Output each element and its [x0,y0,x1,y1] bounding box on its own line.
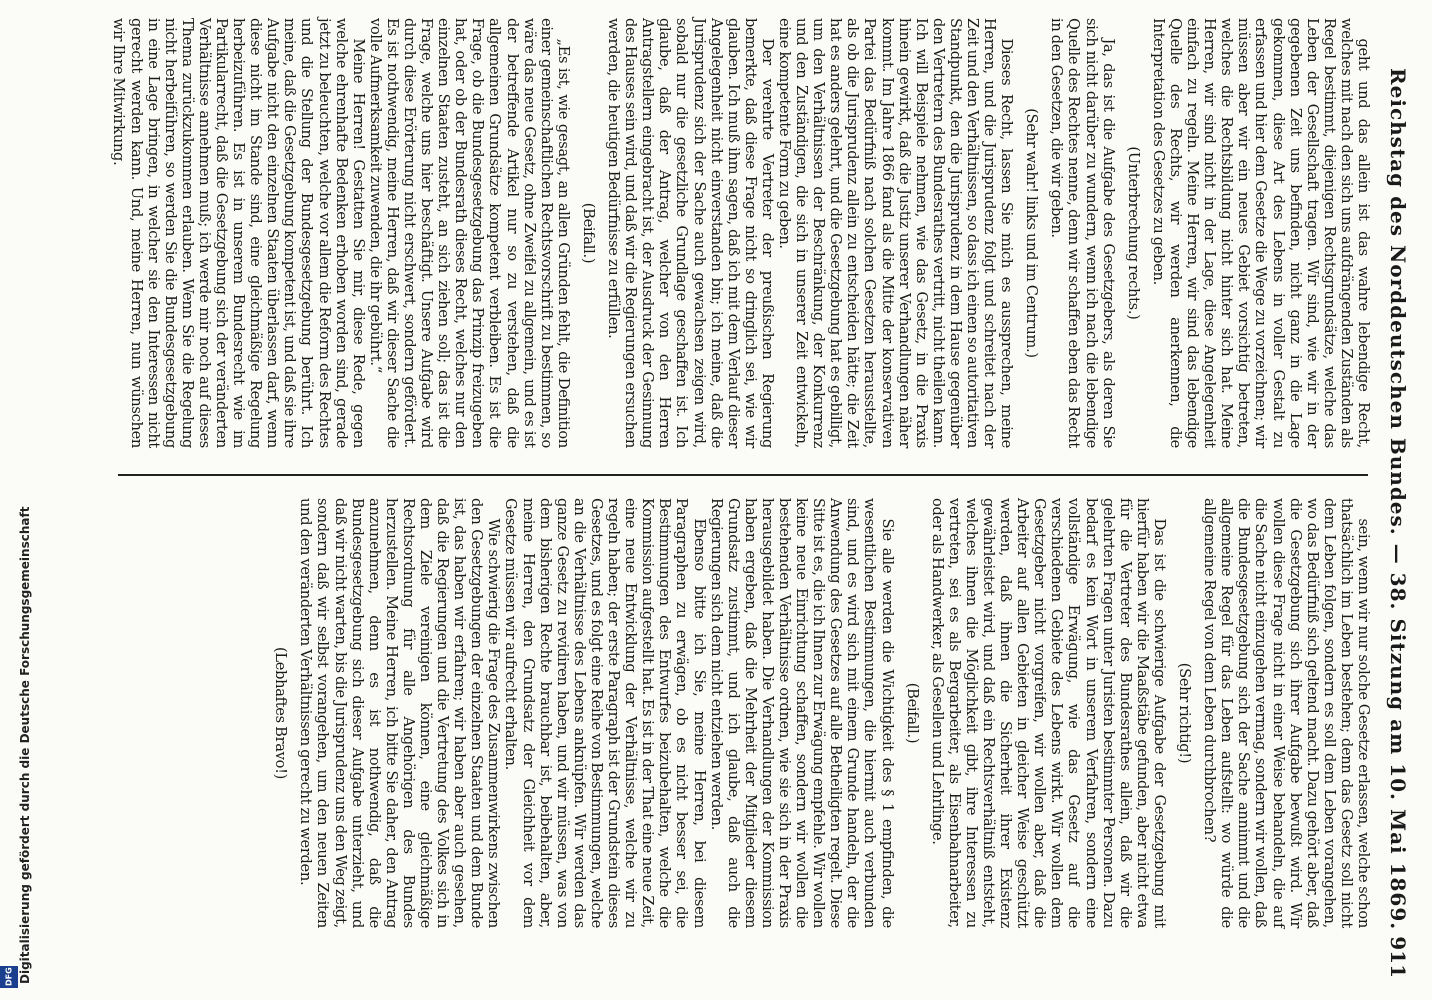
paragraph: Der verehrte Vertreter der preußischen Regierung bemerkte, daß diese Frage nicht so dringlich sei, wie wir glauben. Ich muß ihm sagen, daß ich mit dem Verlauf dieser Angelegenheit nicht einverstanden bin; ich meine, daß die Jurisprudenz sich der Sache auch gewachsen zeigen wird, sobald nur die gesetzliche Grundlage geschaffen ist. Ich glaube, daß der Antrag, welcher von den Herren Antragstellern eingebracht ist, der Ausdruck der Gesinnung des Hauses sein wird, und daß wir die Regierungen ersuchen werden, die heutigen Bedürfnisse zu erfüllen. [605,18,776,448]
dfg-logo-icon [0,966,18,988]
digitization-note: Digitalisierung gefördert durch die Deutsche Forschungsgemeinschaft [18,506,32,984]
column-divider [118,474,1368,476]
running-title: Reichstag des Norddeutschen Bundes. — 38. Sitzung am 10. Mai 1869. [1386,68,1410,931]
paragraph: Das ist die schwierige Aufgabe der Gesetzgebung mit hierfür haben wir die Maaßstäbe gefunden, aber nicht etwa für die Vertreter des Bundesrathes allein, daß wir die gelehrten Fragen unter Juristen bestimmter Personen. Dazu bedarf es kein Wort in unserem Verfahren, sondern eine vollständige Erwägung, wie das Gesetz auf die verschiedenen Gebiete des Lebens wirkt. Wir wollen dem Gesetzgeber nicht vorgreifen, wir wollen aber, daß die Arbeiter auf allen Gebieten in gleicher Weise geschützt werden, daß ihnen die Sicherheit ihrer Existenz gewährleistet wird, und daß ein Rechtsverhältniß entsteht, welches ihnen die Möglichkeit gibt, ihre Interessen zu vertreten, sei es als Bergarbeiter, als Eisenbahnarbeiter, oder als Handwerker, als Gesellen und Lehrlinge. [928,498,1168,928]
paragraph: Dieses Recht, lassen Sie mich es aussprechen, meine Herren, und die Jurisprudenz folgt und schreitet nach der Zeit und den Verhältnissen, so dass ich einen so autoritativen Standpunkt, den die Jurisprudenz in dem Hause gegenüber den Vertretern des Bundesrathes vertritt, nicht theilen kann. Ich will Beispiele nehmen, wie das Gesetz, in die Praxis hinein gewirkt, daß die Justiz unserer Verhandlungen näher kommt. Im Jahre 1866 fand als die Mitte der konservativen Partei das Bedürfniß nach solchen Gesetzen herausstellte, als ob die Jurisprudenz allein zu entscheiden hätte; die Zeit hat es anders gelehrt, und die Gesetzgebung hat es gebilligt, um den Verhältnissen der Beschränkung, der Konkurrenz und den Zuständigen, die sich in unserer Zeit entwickeln, eine kompetente Form zu geben. [776,18,1016,448]
interjection: (Lebhaftes Bravo!) [272,646,290,780]
page-header [1378,28,1412,978]
digitization-sidebar [2,506,32,994]
dfg-logo-text: DFG [4,967,14,987]
right-column [264,498,1372,928]
interjection: (Sehr richtig!) [1176,662,1194,764]
rotated-page-content [112,8,1412,992]
paragraph: geht und das allein ist das wahre lebendige Recht, welches mit nach den sich uns aufdrängenden Zuständen als Regel bestimmt, diejenigen Rechtsgrundsätze, welche das Leben der Gesellschaft tragen. Wir sind, wie wir in der gegebenen Zeit uns befinden, nicht ganz in die Lage gekommen, diese Art des Lebens in voller Gestalt zu erfassen und hier dem Gesetze die Wege zu vorzeichnen; wir müssen aber wir ein neues Gebiet vorsichtig betreten, welches die Rechtsbildung nicht hinter sich hat. Meine Herren, wir sind nicht in der Lage, diese Angelegenheit einfach zu regeln. Meine Herren, wir sind das lebendige Quelle des Rechts, wir werden anerkennen, die Interpretation des Gesetzes zu geben. [1149,18,1372,448]
paragraph: Ebenso bitte ich Sie, meine Herren, bei diesem Paragraphen zu erwägen, ob es nicht besser sei, die Bestimmungen des Entwurfes beizubehalten, welche die Kommission aufgestellt hat. Es ist in der That eine neue Zeit, eine neue Entwicklung der Verhältnisse, welche wir zu regeln haben; der erste Paragraph ist der Grundstein dieses Gesetzes, und es folgt eine Reihe von Bestimmungen, welche an die Verhältnisse des Lebens anknüpfen. Wir werden das ganze Gesetz zu revidiren haben, und wir müssen, was von dem bisherigen Rechte brauchbar ist, beibehalten, aber, meine Herren, den Grundsatz der Gleichheit vor dem Gesetze müssen wir aufrecht erhalten. [502,498,708,928]
paragraph: Ja, das ist die Aufgabe des Gesetzgebers, als deren Sie sich nicht darüber zu wundern, wenn ich nach die lebendige Quelle des Rechtes nenne, denn wir schaffen eben das Recht in den Gesetzen, die wir geben. [1048,18,1117,448]
paragraph: sein, wenn wir nur solche Gesetze erlassen, welche schon thatsächlich im Leben bestehen; denn das Gesetz soll nicht dem Leben folgen, sondern es soll dem Leben vorangehen, wo das Bedürfniß sich geltend macht. Dazu gehört aber, daß die Gesetzgebung sich ihrer Aufgabe bewußt wird. Wir wollen diese Frage nicht in einer Weise behandeln, die auf die Sache nicht einzugehen vermag, sondern wir wollen, daß die Bundesgesetzgebung sich der Sache annimmt und die allgemeine Regel für das Leben aufstellt: wo würde die allgemeine Regel von dem Leben durchbrochen? [1201,498,1372,928]
page-number: 911 [1386,936,1410,978]
interjection: (Beifall.) [903,682,921,744]
interjection: (Unterbrechung rechts.) [1124,146,1142,320]
paragraph: „Es ist, wie gesagt, an allen Gründen fehlt, die Definition einer gemeinschaftlichen Rechtsvorschrift zu bestimmen, so wäre das neue Gesetz, ohne Zweifel zu allgemein, und es ist der betreffende Artikel nur so zu verstehen, daß die allgemeinen Grundsätze kompetent verbleiben. Es ist die Frage, ob die Bundesgesetzgebung das Prinzip freizugeben hat, oder ob der Bundesrath dieses Recht, welches nur den einzelnen Staaten zusteht, an sich ziehen soll; das ist die Frage, welche uns hier beschäftigt. Unsere Aufgabe wird durch diese Erörterung nicht erschwert, sondern gefördert. Es ist nothwendig, meine Herren, daß wir dieser Sache die volle Aufmerksamkeit zuwenden, die ihr gebührt.“ [366,18,572,448]
interjection: (Beifall.) [579,202,597,264]
paragraph: Sie alle werden die Wichtigkeit des § 1 empfinden, die wesentlichen Bestimmungen, die hiermit auch verbunden sind, und es wird sich mit einem Grunde handeln, der die Anwendung des Gesetzes auf alle Betheiligten regelt. Diese Sitte ist es, die ich Ihnen zur Erwägung empfehle. Wir wollen keine neue Einrichtung schaffen, sondern wir wollen die bestehenden Verhältnisse ordnen, wie sie sich in der Praxis herausgebildet haben. Die Verhandlungen der Kommission haben ergeben, daß die Mehrheit der Mitglieder diesem Grundsatz zustimmt, und ich glaube, daß auch die Regierungen sich dem nicht entziehen werden. [707,498,896,928]
paragraph: Meine Herren! Gestatten Sie mir, diese Rede, gegen welche ehrenhafte Bedenken erhoben worden sind, gerade jetzt zu beleuchten, welche vor allem die Reform des Rechtes und die Stellung der Bundesgesetzgebung berührt. Ich meine, daß die Gesetzgebung kompetent ist, und daß sie ihre Aufgabe nicht den einzelnen Staaten überlassen darf, wenn diese nicht im Stande sind, eine gleichmäßige Regelung herbeizuführen. Es ist in unserem Bundesrecht wie im Partikularrecht, daß die Gesetzgebung sich der veränderten Verhältnisse annehmen muß; ich werde mir noch auf dieses Thema zurückzukommen erlauben. Wenn Sie die Regelung nicht herbeiführen, so werden Sie die Bundesgesetzgebung in eine Lage bringen, in welcher sie den Interessen nicht gerecht werden kann. Und, meine Herren, nun wünschen wir Ihre Mitwirkung. [110,18,367,448]
left-column [110,18,1372,448]
paragraph: Wie schwierig die Frage des Zusammenwirkens zwischen den Gesetzgebungen der einzelnen Staaten und dem Bunde ist, das haben wir erfahren; wir haben aber auch gesehen, daß die Regierungen und die Vertretung des Volkes sich in dem Ziele vereinigen können, eine gleichmäßige Rechtsordnung für alle Angehörigen des Bundes herzustellen. Meine Herren, ich bitte Sie daher, den Antrag anzunehmen, denn es ist nothwendig, daß die Bundesgesetzgebung sich dieser Aufgabe unterzieht, und daß wir nicht warten, bis die Jurisprudenz uns den Weg zeigt, sondern daß wir selbst vorangehen, um den neuen Zeiten und den veränderten Verhältnissen gerecht zu werden. [297,498,503,928]
interjection: (Sehr wahr! links und im Centrum.) [1023,108,1041,358]
